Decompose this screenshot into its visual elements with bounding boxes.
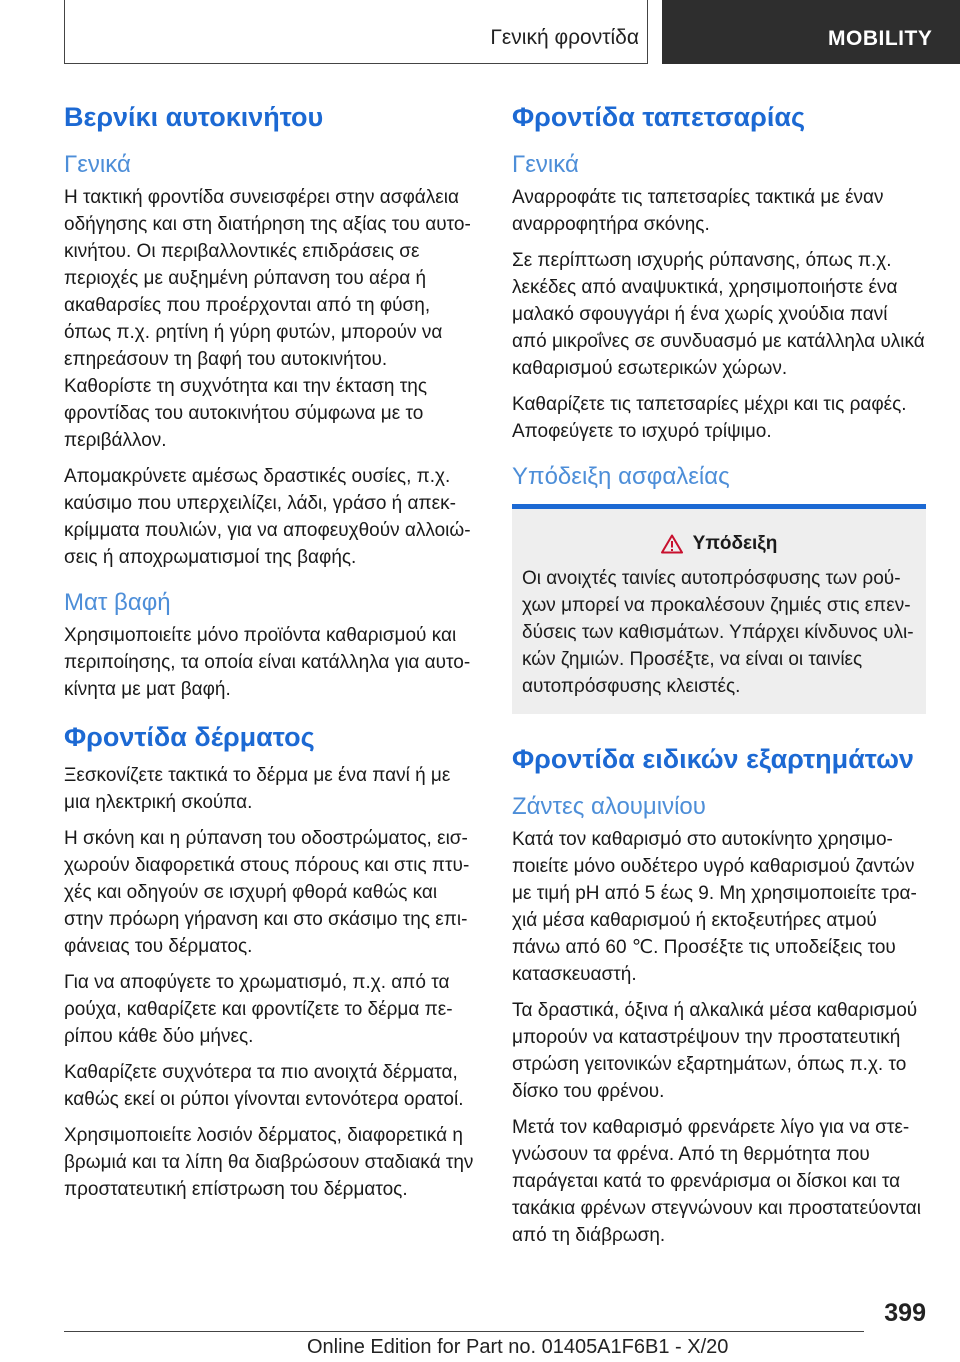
warning-triangle-icon <box>661 534 683 554</box>
header-section-title: Γενική φροντίδα <box>490 26 639 49</box>
page-number: 399 <box>884 1299 926 1327</box>
safety-note-text: Οι ανοιχτές ταινίες αυτοπρόσφυσης των ρούχων μπορεί να προκαλέσουν ζημιές στις επενδύσεις των καθισμάτων. Υπάρχει κίνδυνος υλικών ζημιών. Προσέξτε, να είναι οι ταινίες αυτοπρόσφυσης κλειστές. <box>522 568 914 697</box>
footer-edition: Online Edition for Part no. 01405A1F6B1 - X/20 <box>307 1336 729 1358</box>
footer-divider <box>64 1331 864 1332</box>
paragraph: Απομακρύνετε αμέσως δραστικές ουσίες, π.χ. καύσιμο που υπερχειλίζει, λάδι, γράσο ή απεκκρίμματα πουλιών, για να αποφευχθούν αλλοιώσεις ή αποχρωματισμοί της βαφής. <box>64 466 471 568</box>
heading-leather-care: Φροντίδα δέρματος <box>64 722 315 752</box>
heading-upholstery: Φροντίδα ταπετσαρίας <box>512 102 805 132</box>
paragraph: Για να αποφύγετε το χρωματισμό, π.χ. από τα ρούχα, καθαρίζετε και φροντίζετε το δέρμα περίπου κάθε δύο μήνες. <box>64 972 453 1047</box>
paragraph: Καθαρίζετε τις ταπετσαρίες μέχρι και τις ραφές. Αποφεύγετε το ισχυρό τρίψιμο. <box>512 394 907 442</box>
paragraph: Η σκόνη και η ρύπανση του οδοστρώματος, εισχωρούν διαφορετικά στους πόρους και στις πτυχές και οδηγούν σε ισχυρή φθορά καθώς και στην πρόωρη γήρανση και στο σκάσιμο της επιφάνειας του δέρματος. <box>64 828 470 957</box>
header-section-tab <box>64 0 648 64</box>
paragraph: Χρησιμοποιείτε μόνο προϊόντα καθαρισμού και περιποίησης, τα οποία είναι κατάλληλα για αυτοκίνητα με ματ βαφή. <box>64 625 471 700</box>
safety-note-title-text: Υπόδειξη <box>692 533 778 554</box>
safety-note-box <box>512 504 926 714</box>
heading-paint: Βερνίκι αυτοκινήτου <box>64 102 324 132</box>
paragraph: Καθαρίζετε συχνότερα τα πιο ανοιχτά δέρματα, καθώς εκεί οι ρύποι γίνονται εντονότερα ορατοί. <box>64 1062 464 1110</box>
subheading-alloy-wheels: Ζάντες αλουμινίου <box>512 793 706 820</box>
subheading-safety-note: Υπόδειξη ασφαλείας <box>512 463 730 490</box>
paragraph: Σε περίπτωση ισχυρής ρύπανσης, όπως π.χ. λεκέδες από αναψυκτικά, χρησιμοποιήστε ένα μαλακό σφουγγάρι ή ένα χωρίς χνούδια πανί από μικροΐνες σε συνδυασμό με κατάλληλα υλικά καθαρισμού εσωτερικών χώρων. <box>512 250 925 379</box>
paragraph: Κατά τον καθαρισμό στο αυτοκίνητο χρησιμοποιείτε μόνο ουδέτερο υγρό καθαρισμού ζαντών με τιμή pH από 5 έως 9. Μη χρησιμοποιείτε τραχιά μέσα καθαρισμού ή εκτοξευτήρες ατμού πάνω από 60 ℃. Προσέξτε τις υποδείξεις του κατασκευαστή. <box>512 829 917 985</box>
paragraph: Τα δραστικά, όξινα ή αλκαλικά μέσα καθαρισμού μπορούν να καταστρέψουν την προστατευτική στρώση γειτονικών εξαρτημάτων, όπως π.χ. το δίσκο του φρένου. <box>512 1000 918 1102</box>
subheading-general: Γενικά <box>512 151 579 178</box>
subheading-general: Γενικά <box>64 151 131 178</box>
heading-special-parts: Φροντίδα ειδικών εξαρτημάτων <box>512 744 914 774</box>
safety-note-title <box>522 531 916 557</box>
paragraph: Μετά τον καθαρισμό φρενάρετε λίγο για να στεγνώσουν τα φρένα. Από τη θερμότητα που παράγεται κατά το φρενάρισμα οι δίσκοι και τα τακάκια φρένων στεγνώνουν και προστατεύονται από τη διάβρωση. <box>512 1117 922 1246</box>
paragraph: Η τακτική φροντίδα συνεισφέρει στην ασφάλεια οδήγησης και στη διατήρηση της αξίας του αυτοκινήτου. Οι περιβαλλοντικές επιδράσεις σε περιοχές με αυξημένη ρύπανση του αέρα ή ακαθαρσίες που προέρχονται από τη φύση, όπως π.χ. ρητίνη ή γύρη φυτών, μπορούν να επηρεάσουν τη βαφή του αυτοκινήτου. Καθορίστε τη συχνότητα και την έκταση της φροντίδας του αυτοκινήτου σύμφωνα με το περιβάλλον. <box>64 187 471 451</box>
header-chapter-title: MOBILITY <box>662 0 960 64</box>
right-column <box>512 100 926 1258</box>
left-column <box>64 100 478 1212</box>
paragraph: Αναρροφάτε τις ταπετσαρίες τακτικά με έναν αναρροφητήρα σκόνης. <box>512 187 884 235</box>
paragraph: Ξεσκονίζετε τακτικά το δέρμα με ένα πανί ή με μια ηλεκτρική σκούπα. <box>64 765 451 813</box>
subheading-matt-paint: Ματ βαφή <box>64 589 171 616</box>
paragraph: Χρησιμοποιείτε λοσιόν δέρματος, διαφορετικά η βρωμιά και τα λίπη θα διαβρώσουν σταδιακά την προστατευτική επίστρωση του δέρματος. <box>64 1125 474 1200</box>
